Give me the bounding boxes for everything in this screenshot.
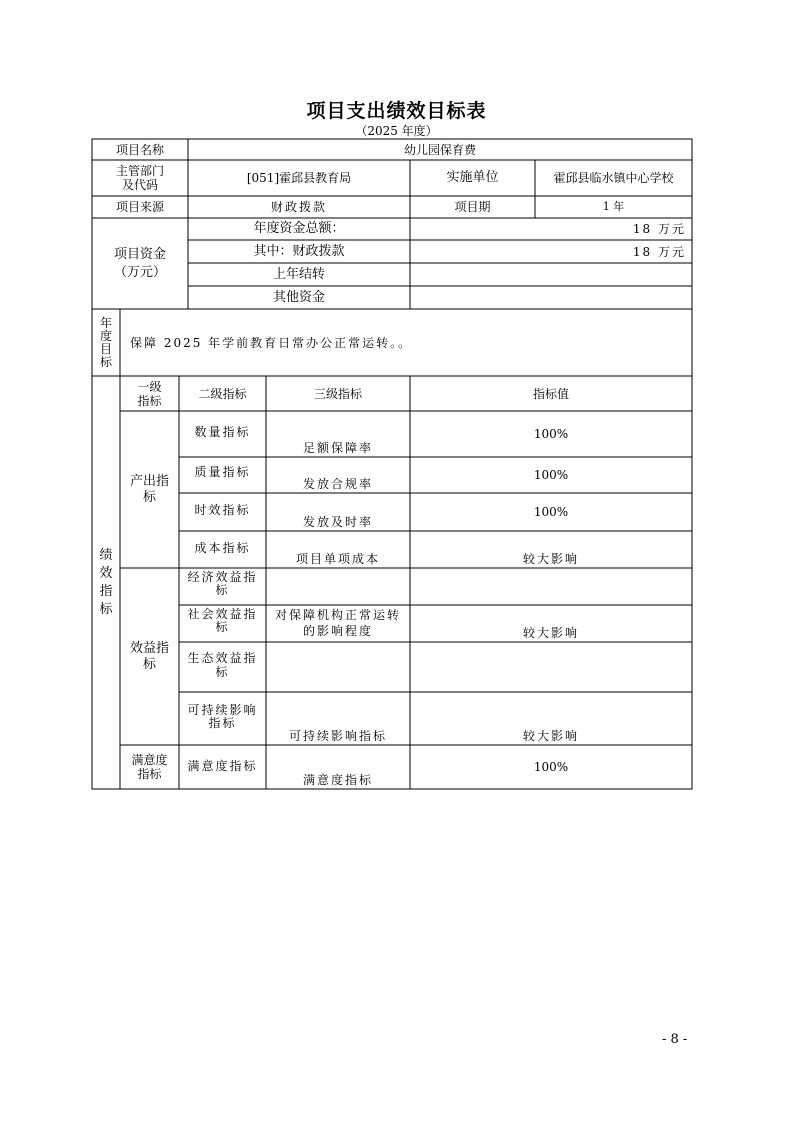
indicator-level2: 满意度指标 — [187, 759, 258, 773]
value-project-name: 幼儿园保育费 — [403, 142, 476, 157]
label-fund-fiscal: 其中：财政拨款 — [253, 243, 345, 259]
indicator-level3 — [266, 642, 410, 692]
label-fund-carry: 上年结转 — [272, 266, 325, 282]
label-funds: 项目资金 （万元） — [113, 246, 166, 280]
value-source: 财政拨款 — [270, 200, 327, 214]
indicator-level3: 发放合规率 — [302, 477, 373, 491]
indicator-value: 较大影响 — [522, 729, 579, 743]
value-fund-other — [410, 286, 692, 309]
indicator-level3: 发放及时率 — [302, 515, 373, 529]
indicator-level2: 生态效益指 标 — [187, 651, 258, 679]
indicator-value — [410, 568, 692, 605]
header-level2: 二级指标 — [198, 386, 247, 401]
indicator-level2: 社会效益指 标 — [187, 607, 258, 634]
indicator-level3: 对保障机构正常运转 的影响程度 — [274, 608, 401, 638]
indicator-value: 较大影响 — [522, 552, 579, 566]
indicator-level2: 经济效益指 标 — [187, 570, 258, 597]
indicator-level2: 数量指标 — [194, 425, 251, 439]
indicator-value — [410, 642, 692, 692]
page-number: - 8 - — [662, 1032, 688, 1047]
indicator-level3: 项目单项成本 — [295, 552, 380, 566]
value-period: 1 年 — [602, 200, 625, 213]
indicator-level2: 成本指标 — [194, 541, 251, 555]
indicator-value: 100% — [533, 505, 569, 519]
header-level3: 三级指标 — [313, 386, 362, 401]
header-level1: 一级 指标 — [137, 379, 162, 408]
label-source: 项目来源 — [115, 200, 164, 214]
indicator-level2: 可持续影响 指标 — [187, 703, 258, 730]
indicator-level2: 时效指标 — [194, 503, 251, 517]
label-project-name: 项目名称 — [115, 142, 164, 157]
label-annual-goal: 年 度 目 标 — [99, 315, 112, 369]
value-dept: [051]霍邱县教育局 — [246, 171, 352, 185]
indicator-value: 100% — [533, 760, 569, 774]
label-period: 项目期 — [454, 200, 491, 214]
label-impl-unit: 实施单位 — [446, 170, 499, 185]
indicator-level2: 质量指标 — [194, 465, 251, 479]
label-dept: 主管部门 及代码 — [115, 164, 164, 192]
group-output: 产出指 标 — [129, 473, 169, 505]
label-fund-total: 年度资金总额： — [253, 221, 345, 236]
value-fund-fiscal: 18 万元 — [632, 244, 686, 259]
value-fund-carry — [410, 263, 692, 286]
indicator-level3: 可持续影响指标 — [288, 729, 387, 743]
label-performance: 绩 效 指 标 — [99, 547, 113, 617]
label-fund-other: 其他资金 — [272, 289, 325, 305]
value-impl-unit: 霍邱县临水镇中心学校 — [553, 171, 674, 185]
header-value: 指标值 — [532, 386, 569, 401]
indicator-value: 100% — [533, 468, 569, 482]
value-fund-total: 18 万元 — [632, 222, 686, 236]
indicator-value: 100% — [533, 427, 569, 441]
indicator-level3: 满意度指标 — [302, 773, 373, 787]
group-benefit: 效益指 标 — [129, 640, 169, 672]
indicator-value: 较大影响 — [522, 625, 579, 640]
page-title: 项目支出绩效目标表 — [306, 100, 487, 122]
year-subtitle: （2025 年度） — [355, 124, 438, 138]
value-annual-goal: 保障 2025 年学前教育日常办公正常运转。。 — [130, 335, 413, 350]
indicator-level3: 足额保障率 — [302, 441, 373, 455]
group-satisfaction: 满意度 指标 — [131, 753, 168, 781]
indicator-level3 — [266, 568, 410, 605]
